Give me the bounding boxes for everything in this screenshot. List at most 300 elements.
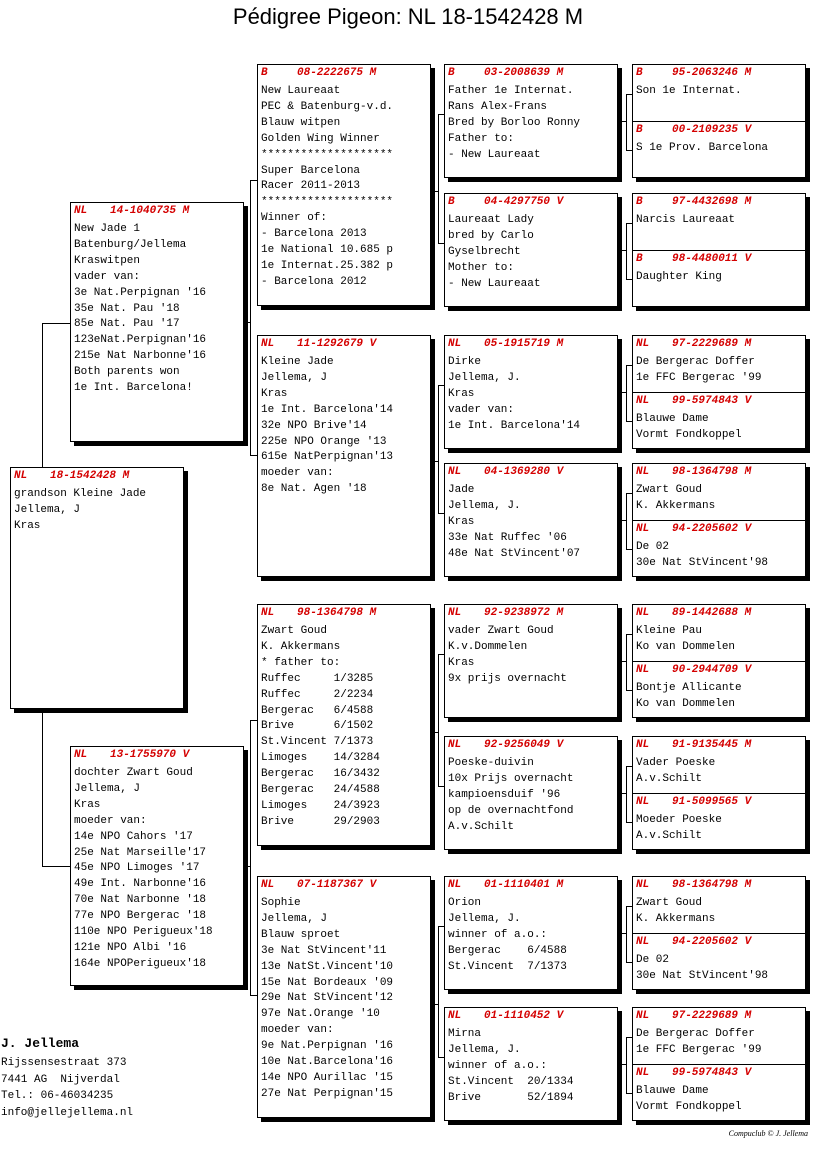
- pedigree-text-line: Jellema, J: [74, 782, 141, 795]
- pedigree-text-line: Kraswitpen: [74, 254, 141, 267]
- breeder-phone: Tel.: 06-46034235: [1, 1090, 114, 1102]
- pedigree-text-line: De Bergerac Doffer: [636, 356, 755, 368]
- grandparent-card-ff[interactable]: [257, 64, 431, 306]
- country-code: NL: [448, 466, 462, 478]
- pedigree-text-line: 1e Int. Barcelona'14: [448, 419, 581, 432]
- connector-line: [626, 906, 627, 962]
- ring-code: 04-4297750 V: [484, 196, 564, 208]
- ring-code: 92-9238972 M: [484, 607, 564, 619]
- ring-number: [448, 877, 614, 896]
- connector-line: [626, 365, 627, 421]
- pedigree-text-line: Kleine Pau: [636, 625, 703, 637]
- pedigree-text-line: 85e Nat. Pau '17: [74, 318, 180, 331]
- great-grandparent-card-mmf[interactable]: [444, 876, 618, 990]
- pedigree-text-line: St.Vincent 20/1334: [448, 1075, 574, 1088]
- pedigree-text-line: 615e NatPerpignan'13: [261, 451, 394, 464]
- ring-number: [636, 934, 768, 953]
- pedigree-text-line: Jellema, J.: [448, 912, 521, 925]
- pedigree-text-line: 1e National 10.685 p: [261, 244, 394, 257]
- pedigree-text-line: Kras: [448, 387, 475, 400]
- pedigree-text-line: 45e NPO Limoges '17: [74, 862, 200, 875]
- pedigree-text-line: Jellema, J.: [448, 371, 521, 384]
- ring-number: [636, 662, 751, 681]
- country-code: B: [636, 196, 643, 208]
- pedigree-text-line: Poeske-duivin: [448, 757, 534, 769]
- country-code: NL: [261, 879, 275, 891]
- ancestor-dam[interactable]: [636, 662, 751, 713]
- ring-code: 03-2008639 M: [484, 67, 564, 79]
- ring-number: [636, 877, 802, 896]
- connector-line: [438, 114, 439, 243]
- pedigree-text-line: Jellema, J: [14, 503, 81, 516]
- ring-code: 98-1364798 M: [672, 466, 752, 478]
- pedigree-text-line: Batenburg/Jellema: [74, 238, 187, 251]
- pedigree-text-line: Moeder Poeske: [636, 814, 722, 826]
- pedigree-text-line: Jellema, J.: [448, 499, 521, 512]
- pedigree-text-line: De Bergerac Doffer: [636, 1028, 755, 1040]
- pedigree-text-line: 32e NPO Brive'14: [261, 419, 367, 432]
- ring-code: 99-5974843 V: [672, 1067, 752, 1079]
- pedigree-text-line: Bontje Allicante: [636, 682, 742, 694]
- ancestor-dam[interactable]: [636, 1065, 751, 1116]
- father-card[interactable]: [70, 202, 244, 442]
- pedigree-text-line: Kras: [448, 656, 475, 669]
- pedigree-text-line: 30e Nat StVincent'98: [636, 969, 769, 982]
- ring-number: [636, 1065, 751, 1084]
- ring-code: 92-9256049 V: [484, 739, 564, 751]
- pedigree-text-line: 9x prijs overnacht: [448, 672, 567, 685]
- connector-line: [438, 926, 439, 1057]
- pedigree-text-line: Kras: [261, 387, 288, 400]
- country-code: NL: [636, 523, 650, 535]
- connector-line: [626, 766, 627, 822]
- pedigree-text-line: vader van:: [448, 403, 515, 416]
- great-grandparent-card-fmf[interactable]: [444, 335, 618, 449]
- pedigree-text-line: Blauw sproet: [261, 928, 341, 941]
- ring-number: [636, 194, 802, 213]
- great-grandparent-card-mmm[interactable]: [444, 1007, 618, 1121]
- ancestor-dam[interactable]: [636, 251, 751, 286]
- pedigree-text-line: 25e Nat Marseille'17: [74, 846, 207, 859]
- ancestor-pair-card[interactable]: [632, 604, 806, 718]
- connector-line: [618, 1064, 626, 1065]
- pedigree-text-line: Blauwe Dame: [636, 1085, 709, 1097]
- ancestor-pair-card[interactable]: [632, 736, 806, 850]
- connector-line: [250, 720, 257, 721]
- ring-code: 13-1755970 V: [110, 749, 190, 761]
- pedigree-text-line: vader Zwart Goud: [448, 625, 554, 637]
- pedigree-text-line: 1e FFC Bergerac '99: [636, 1043, 762, 1056]
- pedigree-text-line: 10e Nat.Barcelona'16: [261, 1056, 394, 1069]
- pedigree-text-line: K. Akkermans: [636, 912, 716, 925]
- ring-number: [261, 65, 427, 84]
- ring-code: 94-2205602 V: [672, 936, 752, 948]
- pedigree-text-line: 3e Nat.Perpignan '16: [74, 286, 207, 299]
- subject-card[interactable]: [10, 467, 184, 709]
- ancestor-pair-card[interactable]: [632, 335, 806, 449]
- pedigree-text-line: Father 1e Internat.: [448, 85, 574, 97]
- pedigree-text-line: vader van:: [74, 270, 141, 283]
- pedigree-text-line: grandson Kleine Jade: [14, 488, 147, 500]
- country-code: NL: [636, 879, 650, 891]
- pedigree-text-line: De 02: [636, 954, 670, 966]
- ring-code: 07-1187367 V: [297, 879, 377, 891]
- country-code: NL: [636, 466, 650, 478]
- country-code: NL: [636, 664, 650, 676]
- pedigree-text-line: - Barcelona 2012: [261, 275, 367, 288]
- ancestor-sire[interactable]: [636, 1008, 802, 1064]
- pedigree-text-line: Zwart Goud: [636, 897, 703, 909]
- pedigree-text-line: Dirke: [448, 356, 482, 368]
- pedigree-text-line: K.v.Dommelen: [448, 640, 528, 653]
- pedigree-text-line: winner of a.o.:: [448, 1059, 548, 1072]
- pedigree-text-line: A.v.Schilt: [636, 772, 703, 785]
- connector-line: [618, 121, 626, 122]
- pedigree-text-line: Racer 2011-2013: [261, 180, 361, 193]
- pedigree-text-line: Vader Poeske: [636, 757, 716, 769]
- ancestor-sire[interactable]: [636, 605, 802, 661]
- pedigree-text-line: Jade: [448, 484, 475, 496]
- pedigree-text-line: 30e Nat StVincent'98: [636, 556, 769, 569]
- ancestor-sire[interactable]: [636, 737, 802, 793]
- pedigree-text-line: 29e Nat StVincent'12: [261, 992, 394, 1005]
- breeder-email[interactable]: info@jellejellema.nl: [1, 1106, 134, 1119]
- pedigree-text-line: PEC & Batenburg-v.d.: [261, 100, 394, 113]
- ring-code: 98-4480011 V: [672, 253, 752, 265]
- connector-line: [42, 709, 43, 866]
- pedigree-text-line: * father to:: [261, 656, 341, 669]
- connector-line: [250, 455, 257, 456]
- connector-line: [626, 223, 627, 279]
- pedigree-text-line: 77e NPO Bergerac '18: [74, 910, 207, 923]
- country-code: NL: [636, 936, 650, 948]
- pedigree-text-line: bred by Carlo: [448, 229, 534, 242]
- pedigree-text-line: Bred by Borloo Ronny: [448, 116, 581, 129]
- pedigree-text-line: A.v.Schilt: [448, 820, 515, 833]
- pedigree-text-line: Ko van Dommelen: [636, 697, 736, 710]
- country-code: NL: [636, 1010, 650, 1022]
- pedigree-text-line: ********************: [261, 196, 394, 209]
- mother-card[interactable]: [70, 746, 244, 986]
- pedigree-text-line: 10x Prijs overnacht: [448, 772, 574, 785]
- country-code: NL: [448, 739, 462, 751]
- pedigree-text-line: 33e Nat Ruffec '06: [448, 531, 567, 544]
- country-code: NL: [448, 1010, 462, 1022]
- breeder-name: J. Jellema: [1, 1036, 80, 1051]
- country-code: NL: [261, 607, 275, 619]
- ring-number: [261, 877, 427, 896]
- country-code: NL: [448, 338, 462, 350]
- ring-code: 89-1442688 M: [672, 607, 752, 619]
- connector-line: [244, 866, 250, 867]
- pedigree-text-line: Vormt Fondkoppel: [636, 1100, 742, 1113]
- pedigree-text-line: Jellema, J.: [448, 1043, 521, 1056]
- pedigree-text-line: Zwart Goud: [261, 625, 328, 637]
- pedigree-text-line: K. Akkermans: [261, 640, 341, 653]
- pedigree-text-line: 1e Int. Barcelona'14: [261, 403, 394, 416]
- pedigree-text-line: Laureaat Lady: [448, 214, 534, 226]
- pedigree-text-line: Bergerac 16/3432: [261, 768, 380, 781]
- ring-number: [636, 464, 802, 483]
- connector-line: [618, 392, 626, 393]
- country-code: NL: [636, 395, 650, 407]
- country-code: NL: [14, 470, 28, 482]
- pedigree-text-line: 225e NPO Orange '13: [261, 435, 387, 448]
- ancestor-dam[interactable]: [636, 122, 768, 157]
- ring-number: [636, 605, 802, 624]
- ancestor-pair-card[interactable]: [632, 64, 806, 178]
- pedigree-text-line: op de overnachtfond: [448, 804, 574, 817]
- connector-line: [626, 94, 627, 150]
- pedigree-text-line: Brive 6/1502: [261, 720, 374, 733]
- ancestor-dam[interactable]: [636, 393, 751, 444]
- pedigree-text-line: Brive 29/2903: [261, 815, 380, 828]
- pedigree-text-line: Kras: [448, 515, 475, 528]
- pedigree-text-line: 1e Int. Barcelona!: [74, 382, 193, 395]
- ring-code: 98-1364798 M: [297, 607, 377, 619]
- country-code: NL: [448, 607, 462, 619]
- ancestor-dam[interactable]: [636, 934, 768, 985]
- pedigree-text-line: New Laureaat: [261, 85, 341, 97]
- pedigree-text-line: 13e NatSt.Vincent'10: [261, 960, 394, 973]
- country-code: B: [636, 67, 643, 79]
- country-code: NL: [74, 749, 88, 761]
- ring-code: 11-1292679 V: [297, 338, 377, 350]
- ring-number: [448, 1008, 614, 1027]
- pedigree-text-line: St.Vincent 7/1373: [261, 736, 374, 749]
- connector-line: [42, 323, 43, 467]
- ring-code: 97-4432698 M: [672, 196, 752, 208]
- pedigree-text-line: 15e Nat Bordeaux '09: [261, 976, 394, 989]
- ring-code: 18-1542428 M: [50, 470, 130, 482]
- pedigree-text-line: New Jade 1: [74, 223, 141, 235]
- pedigree-text-line: Sophie: [261, 897, 301, 909]
- pedigree-text-line: 1e Internat.25.382 p: [261, 259, 394, 272]
- connector-line: [244, 322, 250, 323]
- ring-code: 99-5974843 V: [672, 395, 752, 407]
- ring-number: [636, 737, 802, 756]
- pedigree-text-line: 48e Nat StVincent'07: [448, 547, 581, 560]
- pedigree-text-line: Blauw witpen: [261, 116, 341, 129]
- pedigree-text-line: Brive 52/1894: [448, 1091, 574, 1104]
- pedigree-text-line: Rans Alex-Frans: [448, 100, 548, 113]
- ancestor-dam[interactable]: [636, 521, 768, 572]
- ancestor-sire[interactable]: [636, 877, 802, 933]
- pedigree-text-line: K. Akkermans: [636, 499, 716, 512]
- ring-number: [636, 794, 751, 813]
- pedigree-text-line: Super Barcelona: [261, 164, 361, 177]
- ring-number: [636, 1008, 802, 1027]
- ring-code: 00-2109235 V: [672, 124, 752, 136]
- pedigree-text-line: Mother to:: [448, 261, 515, 274]
- ring-code: 01-1110401 M: [484, 879, 564, 891]
- ring-number: [74, 203, 240, 222]
- connector-line: [626, 1037, 627, 1093]
- pedigree-text-line: Limoges 24/3923: [261, 799, 380, 812]
- ring-number: [14, 468, 180, 487]
- ring-code: 97-2229689 M: [672, 338, 752, 350]
- pedigree-text-line: Both parents won: [74, 366, 180, 379]
- pedigree-text-line: ********************: [261, 148, 394, 161]
- pedigree-text-line: Ruffec 2/2234: [261, 688, 374, 701]
- ring-number: [636, 521, 768, 540]
- pedigree-text-line: 49e Int. Narbonne'16: [74, 878, 207, 891]
- pedigree-text-line: 110e NPO Perigueux'18: [74, 926, 213, 939]
- ring-number: [636, 122, 768, 141]
- pedigree-text-line: Bergerac 6/4588: [261, 704, 374, 717]
- grandparent-card-fm[interactable]: [257, 335, 431, 577]
- ancestor-pair-card[interactable]: [632, 193, 806, 307]
- ring-code: 08-2222675 M: [297, 67, 377, 79]
- pedigree-text-line: moeder van:: [261, 467, 334, 480]
- ring-number: [636, 336, 802, 355]
- connector-line: [626, 634, 627, 690]
- pedigree-text-line: Son 1e Internat.: [636, 85, 742, 97]
- country-code: B: [448, 67, 455, 79]
- connector-line: [42, 866, 70, 867]
- connector-line: [431, 732, 438, 733]
- great-grandparent-card-fff[interactable]: [444, 64, 618, 178]
- ring-code: 90-2944709 V: [672, 664, 752, 676]
- pedigree-text-line: Golden Wing Winner: [261, 132, 380, 145]
- ring-code: 98-1364798 M: [672, 879, 752, 891]
- pedigree-text-line: Ruffec 1/3285: [261, 672, 374, 685]
- ring-number: [636, 251, 751, 270]
- pedigree-text-line: Mirna: [448, 1028, 482, 1040]
- grandparent-card-mm[interactable]: [257, 876, 431, 1118]
- great-grandparent-card-fmm[interactable]: [444, 463, 618, 577]
- ancestor-sire[interactable]: [636, 336, 802, 392]
- pedigree-text-line: moeder van:: [261, 1024, 334, 1037]
- connector-line: [618, 520, 626, 521]
- connector-line: [431, 1004, 438, 1005]
- ring-number: [448, 605, 614, 624]
- pedigree-text-line: Father to:: [448, 132, 515, 145]
- pedigree-text-line: moeder van:: [74, 814, 147, 827]
- ring-code: 91-5099565 V: [672, 796, 752, 808]
- country-code: NL: [636, 1067, 650, 1079]
- pedigree-text-line: 27e Nat Perpignan'15: [261, 1087, 394, 1100]
- page-title: Pédigree Pigeon: NL 18-1542428 M: [232, 4, 584, 29]
- pedigree-text-line: kampioensduif '96: [448, 788, 561, 801]
- pedigree-text-line: - New Laureaat: [448, 277, 541, 290]
- ring-code: 95-2063246 M: [672, 67, 752, 79]
- ancestor-pair-card[interactable]: [632, 876, 806, 990]
- ring-code: 94-2205602 V: [672, 523, 752, 535]
- connector-line: [618, 661, 626, 662]
- pedigree-text-line: Narcis Laureaat: [636, 214, 736, 226]
- pedigree-text-line: Winner of:: [261, 212, 328, 225]
- pedigree-text-line: Jellema, J: [261, 371, 328, 384]
- country-code: NL: [636, 796, 650, 808]
- ancestor-sire[interactable]: [636, 65, 802, 121]
- pedigree-text-line: 97e Nat.Orange '10: [261, 1008, 380, 1021]
- connector-line: [618, 793, 626, 794]
- country-code: NL: [448, 879, 462, 891]
- breeder-info: [1, 1036, 133, 1121]
- country-code: B: [636, 253, 643, 265]
- pedigree-text-line: Blauwe Dame: [636, 413, 709, 425]
- pedigree-text-line: Gyselbrecht: [448, 245, 521, 258]
- pedigree-text-line: Ko van Dommelen: [636, 640, 736, 653]
- pedigree-text-line: 14e NPO Aurillac '15: [261, 1071, 394, 1084]
- connector-line: [250, 180, 251, 455]
- pedigree-text-line: 35e Nat. Pau '18: [74, 302, 180, 315]
- country-code: B: [261, 67, 268, 79]
- pedigree-text-line: 3e Nat StVincent'11: [261, 944, 387, 957]
- ring-code: 05-1915719 M: [484, 338, 564, 350]
- pedigree-text-line: Bergerac 6/4588: [448, 944, 567, 957]
- pedigree-text-line: dochter Zwart Goud: [74, 767, 193, 779]
- connector-line: [438, 654, 439, 786]
- country-code: B: [636, 124, 643, 136]
- pedigree-text-line: Bergerac 24/4588: [261, 784, 380, 797]
- country-code: NL: [636, 607, 650, 619]
- connector-line: [626, 493, 627, 549]
- grandparent-card-mf[interactable]: [257, 604, 431, 846]
- ancestor-dam[interactable]: [636, 794, 751, 845]
- ring-number: [448, 336, 614, 355]
- great-grandparent-card-ffm[interactable]: [444, 193, 618, 307]
- great-grandparent-card-mfm[interactable]: [444, 736, 618, 850]
- ancestor-pair-card[interactable]: [632, 1007, 806, 1121]
- pedigree-text-line: A.v.Schilt: [636, 829, 703, 842]
- ring-number: [74, 747, 240, 766]
- ancestor-pair-card[interactable]: [632, 463, 806, 577]
- pedigree-text-line: - Barcelona 2013: [261, 228, 367, 241]
- pedigree-text-line: De 02: [636, 541, 670, 553]
- pedigree-text-line: 70e Nat Narbonne '18: [74, 894, 207, 907]
- pedigree-text-line: Limoges 14/3284: [261, 752, 380, 765]
- great-grandparent-card-mff[interactable]: [444, 604, 618, 718]
- pedigree-text-line: 14e NPO Cahors '17: [74, 830, 193, 843]
- pedigree-text-line: Vormt Fondkoppel: [636, 428, 742, 441]
- pedigree-text-line: Daughter King: [636, 271, 722, 283]
- pedigree-text-line: Kras: [74, 798, 101, 811]
- country-code: NL: [636, 739, 650, 751]
- ancestor-sire[interactable]: [636, 194, 802, 250]
- connector-line: [250, 180, 257, 181]
- connector-line: [431, 461, 438, 462]
- connector-line: [250, 995, 257, 996]
- pedigree-text-line: Kras: [14, 519, 41, 532]
- pedigree-text-line: - New Laureaat: [448, 148, 541, 161]
- ring-number: [261, 336, 427, 355]
- pedigree-text-line: 215e Nat Narbonne'16: [74, 350, 207, 363]
- ring-number: [636, 65, 802, 84]
- ancestor-sire[interactable]: [636, 464, 802, 520]
- ring-number: [448, 65, 614, 84]
- country-code: NL: [636, 338, 650, 350]
- connector-line: [618, 250, 626, 251]
- pedigree-text-line: St.Vincent 7/1373: [448, 960, 567, 973]
- ring-number: [448, 464, 614, 483]
- connector-line: [431, 191, 438, 192]
- ring-code: 04-1369280 V: [484, 466, 564, 478]
- connector-line: [618, 933, 626, 934]
- connector-line: [438, 385, 439, 513]
- pedigree-text-line: Zwart Goud: [636, 484, 703, 496]
- ring-code: 01-1110452 V: [484, 1010, 564, 1022]
- pedigree-text-line: 1e FFC Bergerac '99: [636, 371, 762, 384]
- country-code: B: [448, 196, 455, 208]
- connector-line: [250, 720, 251, 995]
- ring-code: 14-1040735 M: [110, 205, 190, 217]
- pedigree-text-line: Orion: [448, 897, 482, 909]
- breeder-city: 7441 AG Nijverdal: [1, 1073, 120, 1086]
- pedigree-text-line: 8e Nat. Agen '18: [261, 483, 367, 496]
- country-code: NL: [261, 338, 275, 350]
